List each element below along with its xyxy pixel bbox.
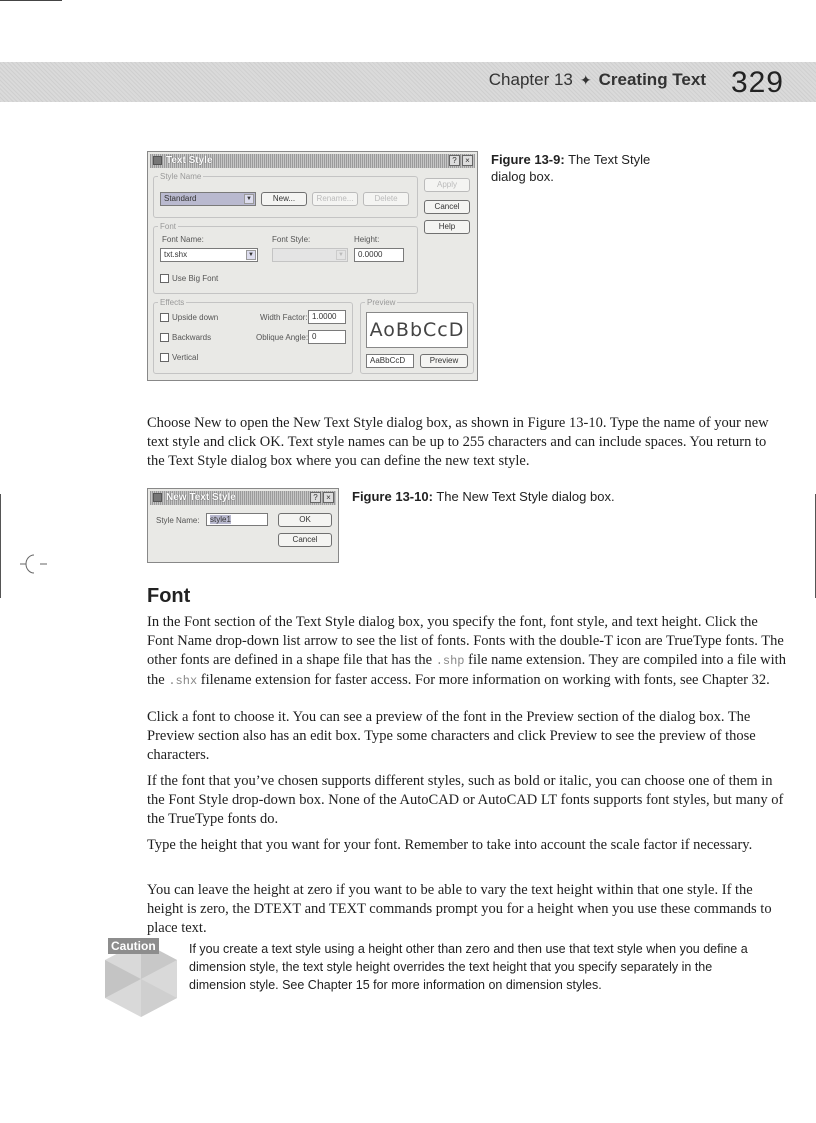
cancel-button[interactable]: Cancel bbox=[424, 200, 470, 214]
vertical-label: Vertical bbox=[172, 353, 199, 362]
font-p1-part-a: In the Font section of the Text Style dialog box, you specify the font, font style, and text height. Click the Font Name drop-down list arrow to see the list of fonts. Fonts with the double-T icon are TrueType fonts. The other fonts are defined in a shape file that has the bbox=[147, 614, 784, 668]
font-name-label: Font Name: bbox=[162, 235, 204, 244]
cancel-button[interactable]: Cancel bbox=[278, 533, 332, 547]
backwards-checkbox[interactable] bbox=[160, 333, 169, 342]
dialog-title: New Text Style bbox=[166, 492, 236, 503]
figure-13-10-text: The New Text Style dialog box. bbox=[436, 489, 615, 504]
shp-extension: .shp bbox=[435, 654, 465, 668]
close-icon[interactable]: × bbox=[462, 155, 473, 166]
rename-button[interactable]: Rename... bbox=[312, 192, 358, 206]
chevron-down-icon[interactable]: ▼ bbox=[246, 250, 256, 260]
upside-down-checkbox[interactable] bbox=[160, 313, 169, 322]
figure-13-10-label: Figure 13-10: bbox=[352, 489, 433, 504]
text-style-dialog bbox=[147, 151, 478, 381]
backwards-label: Backwards bbox=[172, 333, 212, 342]
vertical-checkbox[interactable] bbox=[160, 353, 169, 362]
dialog-titlebar bbox=[150, 154, 475, 168]
new-button[interactable]: New... bbox=[261, 192, 307, 206]
preview-sample-box bbox=[366, 312, 468, 348]
caution-text: If you create a text style using a height other than zero and then use that text style when you define a dimension style, the text style height overrides the text height that you specify separately in the dimension style. See Chapter 15 for more information on dimension styles. bbox=[189, 942, 748, 992]
height-label: Height: bbox=[354, 235, 380, 244]
chevron-down-icon[interactable]: ▼ bbox=[244, 194, 254, 204]
new-text-style-dialog bbox=[147, 488, 339, 563]
height-value: 0.0000 bbox=[358, 250, 383, 259]
font-paragraph-1 bbox=[147, 613, 787, 691]
close-icon[interactable]: × bbox=[323, 492, 334, 503]
preview-button[interactable]: Preview bbox=[420, 354, 468, 368]
app-icon bbox=[153, 156, 162, 165]
oblique-angle-label: Oblique Angle: bbox=[256, 333, 309, 342]
ok-button[interactable]: OK bbox=[278, 513, 332, 527]
font-style-select[interactable] bbox=[272, 248, 348, 262]
registration-mark-icon bbox=[20, 552, 48, 576]
chevron-down-icon[interactable]: ▼ bbox=[336, 250, 346, 260]
header-separator-icon: ✦ bbox=[579, 72, 592, 88]
font-paragraph-5: You can leave the height at zero if you want to be able to vary the text height within that one style. If the height is zero, the DTEXT and TEXT commands prompt you for a height when you use these commands to place text. bbox=[147, 882, 772, 936]
font-paragraph-2: Click a font to choose it. You can see a preview of the font in the Preview section of the dialog box. The Preview section also has an edit box. Type some characters and click Preview to see the preview of those characters. bbox=[147, 709, 756, 763]
margin-mark bbox=[0, 494, 1, 598]
apply-button[interactable]: Apply bbox=[424, 178, 470, 192]
font-section-heading: Font bbox=[147, 585, 191, 607]
font-paragraph-4: Type the height that you want for your font. Remember to take into account the scale factor if necessary. bbox=[147, 837, 753, 853]
help-question-icon[interactable]: ? bbox=[449, 155, 460, 166]
style-name-label: Style Name: bbox=[156, 516, 200, 525]
font-name-value: txt.shx bbox=[164, 250, 188, 259]
use-big-font-checkbox[interactable] bbox=[160, 274, 169, 283]
upside-down-label: Upside down bbox=[172, 313, 219, 322]
oblique-angle-value: 0 bbox=[312, 332, 317, 341]
style-name-select[interactable] bbox=[160, 192, 256, 206]
font-p1-part-b: file name extension. They are compiled into a file with the bbox=[147, 652, 786, 688]
header-chapter-number: Chapter 13 bbox=[488, 70, 573, 89]
dialog-title: Text Style bbox=[166, 155, 213, 166]
help-question-icon[interactable]: ? bbox=[310, 492, 321, 503]
height-input[interactable] bbox=[354, 248, 404, 262]
preview-text-value: AaBbCcD bbox=[370, 356, 406, 365]
preview-text-input[interactable] bbox=[366, 354, 414, 368]
dialog-titlebar bbox=[150, 491, 336, 505]
style-name-group-label: Style Name bbox=[160, 172, 202, 181]
font-p1-part-c: filename extension for faster access. For more information on working with fonts, see Chapter 32. bbox=[197, 672, 770, 688]
width-factor-input[interactable] bbox=[308, 310, 346, 324]
new-style-paragraph: Choose New to open the New Text Style dialog box, as shown in Figure 13-10. Type the name of your new text style and click OK. Text style names can be up to 255 characters and can include spaces. You return to the Text Style dialog box where you can define the new text style. bbox=[147, 415, 769, 469]
help-button[interactable]: Help bbox=[424, 220, 470, 234]
width-factor-label: Width Factor: bbox=[260, 313, 308, 322]
page-number: 329 bbox=[730, 66, 784, 99]
style-name-input[interactable] bbox=[206, 513, 268, 526]
use-big-font-label: Use Big Font bbox=[172, 274, 219, 283]
header-chapter-title: Creating Text bbox=[598, 70, 706, 89]
font-group-label: Font bbox=[160, 222, 177, 231]
figure-13-9-label: Figure 13-9: bbox=[491, 152, 565, 167]
effects-group-label: Effects bbox=[160, 298, 185, 307]
font-name-select[interactable] bbox=[160, 248, 258, 262]
style-name-value: style1 bbox=[210, 515, 231, 524]
shx-extension: .shx bbox=[168, 674, 198, 688]
running-header bbox=[489, 70, 706, 90]
figure-13-10-caption bbox=[352, 488, 732, 505]
caution-label: Caution bbox=[108, 938, 159, 954]
app-icon bbox=[153, 493, 162, 502]
style-name-value: Standard bbox=[164, 194, 197, 203]
figure-13-9-text: The Text Style dialog box. bbox=[491, 152, 651, 184]
font-paragraph-3: If the font that you’ve chosen supports different styles, such as bold or italic, you can choose one of them in the Font Style drop-down box. None of the AutoCAD or AutoCAD LT fonts supports font styles, but many of the TrueType fonts do. bbox=[147, 773, 784, 827]
font-style-label: Font Style: bbox=[272, 235, 311, 244]
preview-group-label: Preview bbox=[367, 298, 396, 307]
preview-sample-text: AoBbCcD bbox=[369, 319, 465, 341]
oblique-angle-input[interactable] bbox=[308, 330, 346, 344]
delete-button[interactable]: Delete bbox=[363, 192, 409, 206]
figure-13-9-caption bbox=[491, 151, 671, 185]
crop-mark bbox=[0, 0, 62, 1]
width-factor-value: 1.0000 bbox=[312, 312, 337, 321]
